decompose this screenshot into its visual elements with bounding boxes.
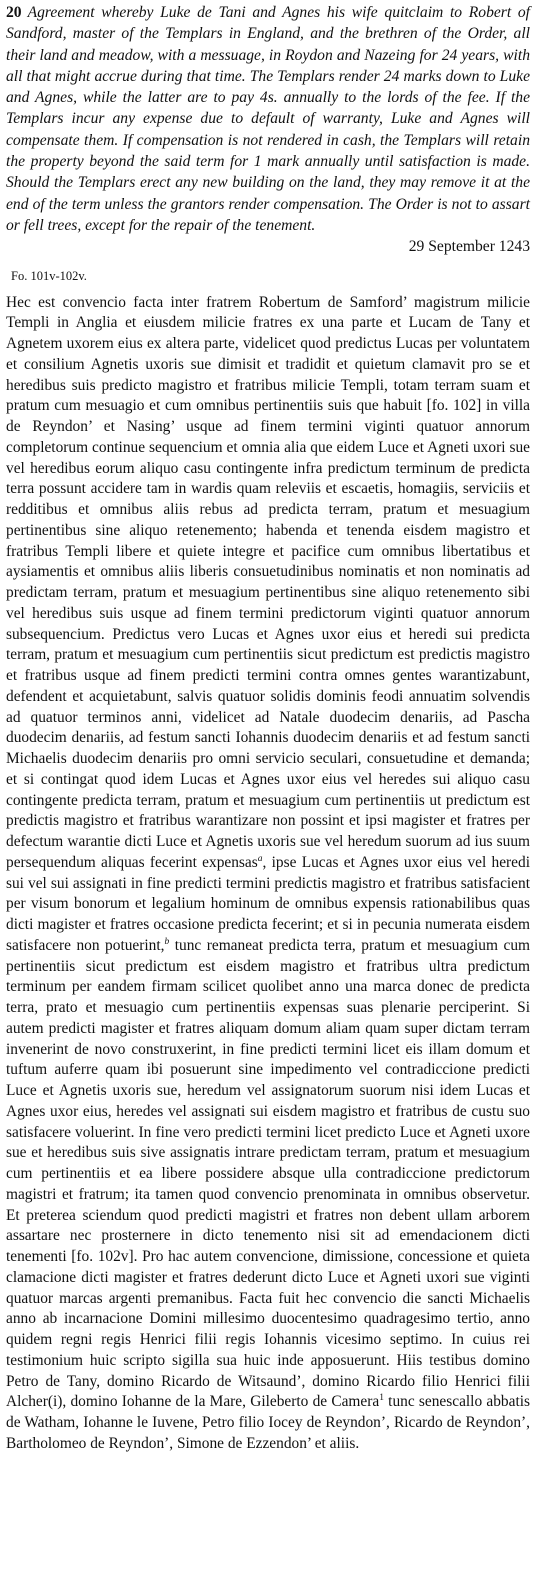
entry-summary xyxy=(6,2,530,236)
footnote-marker-b: b xyxy=(164,936,170,947)
footnote-marker-1: 1 xyxy=(379,1393,384,1404)
footnote-marker-a: a xyxy=(257,853,263,864)
latin-text-part-2: , ipse Lucas et Agnes uxor eius vel heredi sui vel sui assignati in fine predicti termini predictis magistro et fratribus satisfacient per visum bonorum et legalium hominum de omnibus expensis rationabilibus quas dicti magister et fratres occasione predicta fecerint; et si in pecunia numerata eisdem satisfacere non potuerint, xyxy=(6,853,530,954)
latin-text-part-4: tunc senescallo abbatis de Watham, Iohanne le Iuvene, Petro filio Iocey de Reyndon’, Ricardo de Reyndon’, Bartholomeo de Reyndon’, Simone de Ezzendon’ et aliis. xyxy=(6,1393,530,1452)
document-page xyxy=(6,2,530,1455)
summary-text: Agreement whereby Luke de Tani and Agnes his wife quitclaim to Robert of Sandford, master of the Templars in England, and the brethren of the Order, all their land and meadow, with a messuage, in Roydon and Nazeing for 24 years, with all that might accrue during that time. The Templars render 24 marks down to Luke and Agnes, while the latter are to pay 4s. annually to the lords of the fee. If the Templars incur any expense due to default of warranty, Luke and Agnes will compensate them. If compensation is not rendered in cash, the Templars will retain the property beyond the said term for 1 mark annually until satisfaction is made. Should the Templars erect any new building on the land, they may remove it at the end of the term unless the grantors render compensation. The Order is not to assart or fell trees, except for the repair of the tenement. xyxy=(6,4,530,234)
latin-text xyxy=(6,293,530,1455)
folio-reference: Fo. 101v-102v. xyxy=(11,268,87,283)
entry-number: 20 xyxy=(6,4,22,21)
latin-text-part-1: Hec est convencio facta inter fratrem Robertum de Samford’ magistrum milicie Templi in Anglia et eiusdem milicie fratres ex una parte et Lucam de Tany et Agnetem uxorem eius ex altera parte, videlicet quod predictus Lucas per voluntatem et consilium Agnetis uxoris sue dimisit et tradidit et quietum clamavit pro se et heredibus suis predicto magistro et fratribus milicie Templi, totam terram suam et pratum cum mesuagio et cum omnibus pertinentiis suis que habuit [fo. 102] in villa de Reyndon’ et Nasing’ usque ad finem termini viginti quatuor annorum completorum continue sequencium et omnia alia que eidem Luce et Agneti uxori sue vel heredibus eorum aliquo casu contingente infra predictum terminum de predicta terra possunt accidere tam in wardis quam releviis et escaetis, homagiis, serviciis et redditibus et omnibus aliis rebus ad predicta terram, pratum et mesuagium pertinentibus sine aliquo retenemento; habenda et tenenda eisdem magistro et fratribus Templi libere et quiete integre et pacifice cum omnibus libertatibus et aysiamentis et omnibus aliis liberis consuetudinibus nominatis et non nominatis ad predictam terram, pratum et mesuagium pertinentibus sine aliquo retenemento sibi vel heredibus suis usque ad finem termini predictorum viginti quatuor annorum subsequencium. Predictus vero Lucas et Agnes uxor eius et heredi sui predicta terram, pratum et mesuagium cum pertinentiis sicut predictum est predictis magistro et fratribus usque ad finem predicti termini contra omnes gentes warantizabunt, defendent et acquietabunt, salvis quatuor solidis dominis feodi annuatim solvendis ad quatuor terminos anni, videlicet ad Natale duodecim denariis, ad Pascha duodecim denariis, ad festum sancti Iohannis duodecim denariis et ad festum sancti Michaelis duodecim denariis pro omni servicio seculari, consuetudine et demanda; et si contingat quod idem Lucas et Agnes uxor eius vel heredes sui aliquo casu contingente predicta terram, pratum et mesuagium cum pertinentiis ut predictum est predictis magistro et fratribus warantizare non possint et ipsi magister et fratres per defectum warantie dicti Luce et Agnetis uxoris sue vel heredum suorum ad ius suum persequendum aliquas fecerint expensas xyxy=(6,293,530,871)
entry-date: 29 September 1243 xyxy=(408,238,530,256)
latin-text-part-3: tunc remaneat predicta terra, pratum et mesuagium cum pertinentiis sicut predictum est eisdem magistro et fratribus ultra predictum terminum per eandem firmam scilicet quolibet anno una marca donec de predicta terra, prato et mesuagio cum pertinentiis expensas suas plenarie perciperint. Si autem predicti magister et fratres aliquam domum aliam quam super dictam terram invenerint de novo construxerint, in fine predicti termini licet eis illam domum et tuftum auferre quam ibi posuerunt sine impedimento vel contradiccione predicti Luce et Agnetis uxoris sue, heredum vel assignatorum suorum nisi idem Lucas et Agnes uxor eius, heredes vel assignati sui eisdem magistro et fratribus de custu suo satisfacere voluerint. In fine vero predicti termini licet predicto Luce et Agneti uxore sue et heredibus suis sive assignatis intrare predictam terram, pratum et mesuagium cum pertinentiis et ea libere possidere absque ulla contradiccione predictorum magistri et fratrum; ita tamen quod convencio prenominata in omnibus observetur. Et preterea sciendum quod predicti magistri et fratres non debent ullam arborem assartare nec prosternere in dicto tenemento nisi sit ad emendacionem dicti tenementi [fo. 102v]. Pro hac autem convencione, dimissione, concessione et quieta clamacione dicti magister et fratres dederunt dicto Luce et Agneti uxori sue viginti quatuor marcas argenti premanibus. Facta fuit hec convencio die sancti Michaelis anno ab incarnacione Domini millesimo duocentesimo quadragesimo tertio, anno quidem regni regis Henrici filii regis Iohannis vicesimo septimo. In cuius rei testimonium huic scripto sigilla sua huic inde apposuerunt. Hiis testibus domino Petro de Tany, domino Ricardo de Witsaund’, domino Ricardo filio Henrici filii Alcher(i), domino Iohanne de la Mare, Gileberto de Camera xyxy=(6,936,530,1411)
